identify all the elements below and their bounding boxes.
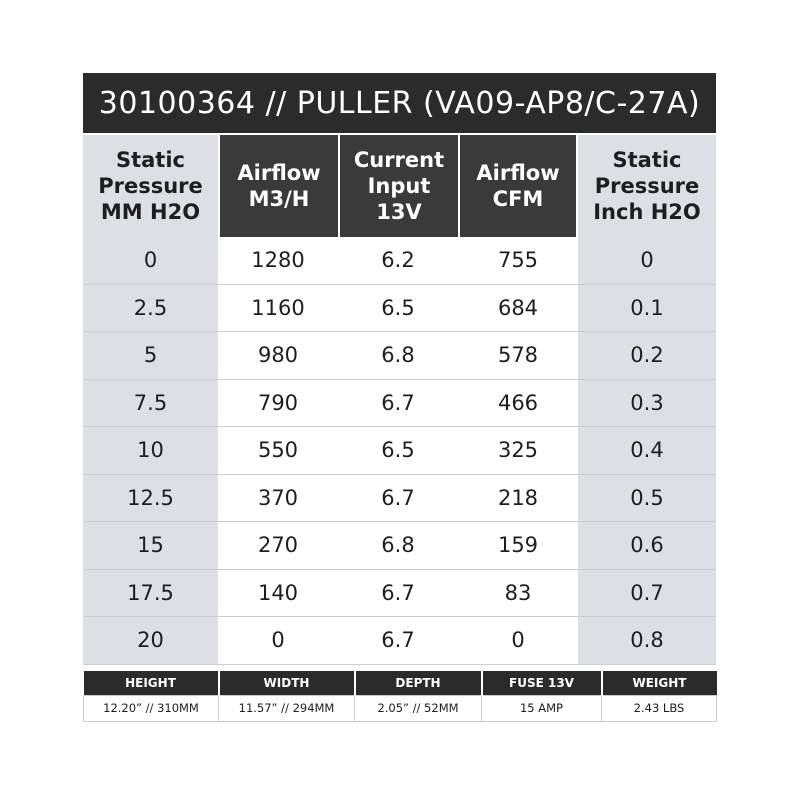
spec-header-height: HEIGHT [84,671,219,696]
spec-value-weight: 2.43 LBS [602,695,717,721]
cell-static-pressure-inch: 0.4 [578,427,716,475]
cell-airflow-m3h: 1280 [218,237,338,285]
cell-current-input: 6.5 [338,427,458,475]
spec-value-height: 12.20” // 310MM [84,695,219,721]
cell-current-input: 6.7 [338,380,458,428]
cell-airflow-cfm: 218 [458,475,578,523]
cell-current-input: 6.7 [338,570,458,618]
cell-airflow-m3h: 980 [218,332,338,380]
header-airflow-m3h: Airflow M3/H [218,133,338,237]
spec-value-depth: 2.05” // 52MM [355,695,482,721]
cell-airflow-cfm: 466 [458,380,578,428]
cell-airflow-m3h: 270 [218,522,338,570]
cell-current-input: 6.7 [338,475,458,523]
cell-static-pressure-inch: 0.1 [578,285,716,333]
cell-static-pressure-mm: 7.5 [83,380,218,428]
cell-airflow-m3h: 790 [218,380,338,428]
dimensions-value-row [84,695,717,721]
cell-airflow-cfm: 83 [458,570,578,618]
spec-value-fuse: 15 AMP [482,695,602,721]
fan-spec-sheet [83,73,716,722]
cell-current-input: 6.7 [338,617,458,665]
cell-current-input: 6.8 [338,522,458,570]
cell-airflow-cfm: 325 [458,427,578,475]
header-static-pressure-mm: Static Pressure MM H2O [83,133,218,237]
cell-static-pressure-inch: 0.3 [578,380,716,428]
cell-static-pressure-mm: 15 [83,522,218,570]
spec-header-depth: DEPTH [355,671,482,696]
dimensions-table [83,671,717,722]
cell-airflow-cfm: 159 [458,522,578,570]
cell-static-pressure-inch: 0.5 [578,475,716,523]
cell-airflow-m3h: 140 [218,570,338,618]
spec-value-width: 11.57” // 294MM [219,695,355,721]
cell-current-input: 6.5 [338,285,458,333]
cell-static-pressure-mm: 5 [83,332,218,380]
spec-header-width: WIDTH [219,671,355,696]
cell-static-pressure-inch: 0.7 [578,570,716,618]
cell-airflow-m3h: 0 [218,617,338,665]
cell-airflow-cfm: 755 [458,237,578,285]
cell-static-pressure-mm: 12.5 [83,475,218,523]
cell-airflow-m3h: 370 [218,475,338,523]
performance-table [83,133,716,665]
cell-airflow-m3h: 550 [218,427,338,475]
product-title: 30100364 // PULLER (VA09-AP8/C-27A) [83,73,716,133]
cell-current-input: 6.8 [338,332,458,380]
header-current-input: Current Input 13V [338,133,458,237]
cell-airflow-cfm: 684 [458,285,578,333]
cell-static-pressure-inch: 0 [578,237,716,285]
cell-static-pressure-inch: 0.2 [578,332,716,380]
cell-static-pressure-mm: 0 [83,237,218,285]
cell-airflow-cfm: 578 [458,332,578,380]
dimensions-header-row [84,671,717,696]
cell-static-pressure-mm: 17.5 [83,570,218,618]
cell-static-pressure-mm: 20 [83,617,218,665]
cell-airflow-cfm: 0 [458,617,578,665]
header-static-pressure-inch: Static Pressure Inch H2O [578,133,716,237]
cell-static-pressure-inch: 0.8 [578,617,716,665]
cell-current-input: 6.2 [338,237,458,285]
cell-static-pressure-mm: 2.5 [83,285,218,333]
cell-static-pressure-inch: 0.6 [578,522,716,570]
cell-airflow-m3h: 1160 [218,285,338,333]
header-airflow-cfm: Airflow CFM [458,133,578,237]
spec-header-weight: WEIGHT [602,671,717,696]
spec-header-fuse: FUSE 13V [482,671,602,696]
cell-static-pressure-mm: 10 [83,427,218,475]
